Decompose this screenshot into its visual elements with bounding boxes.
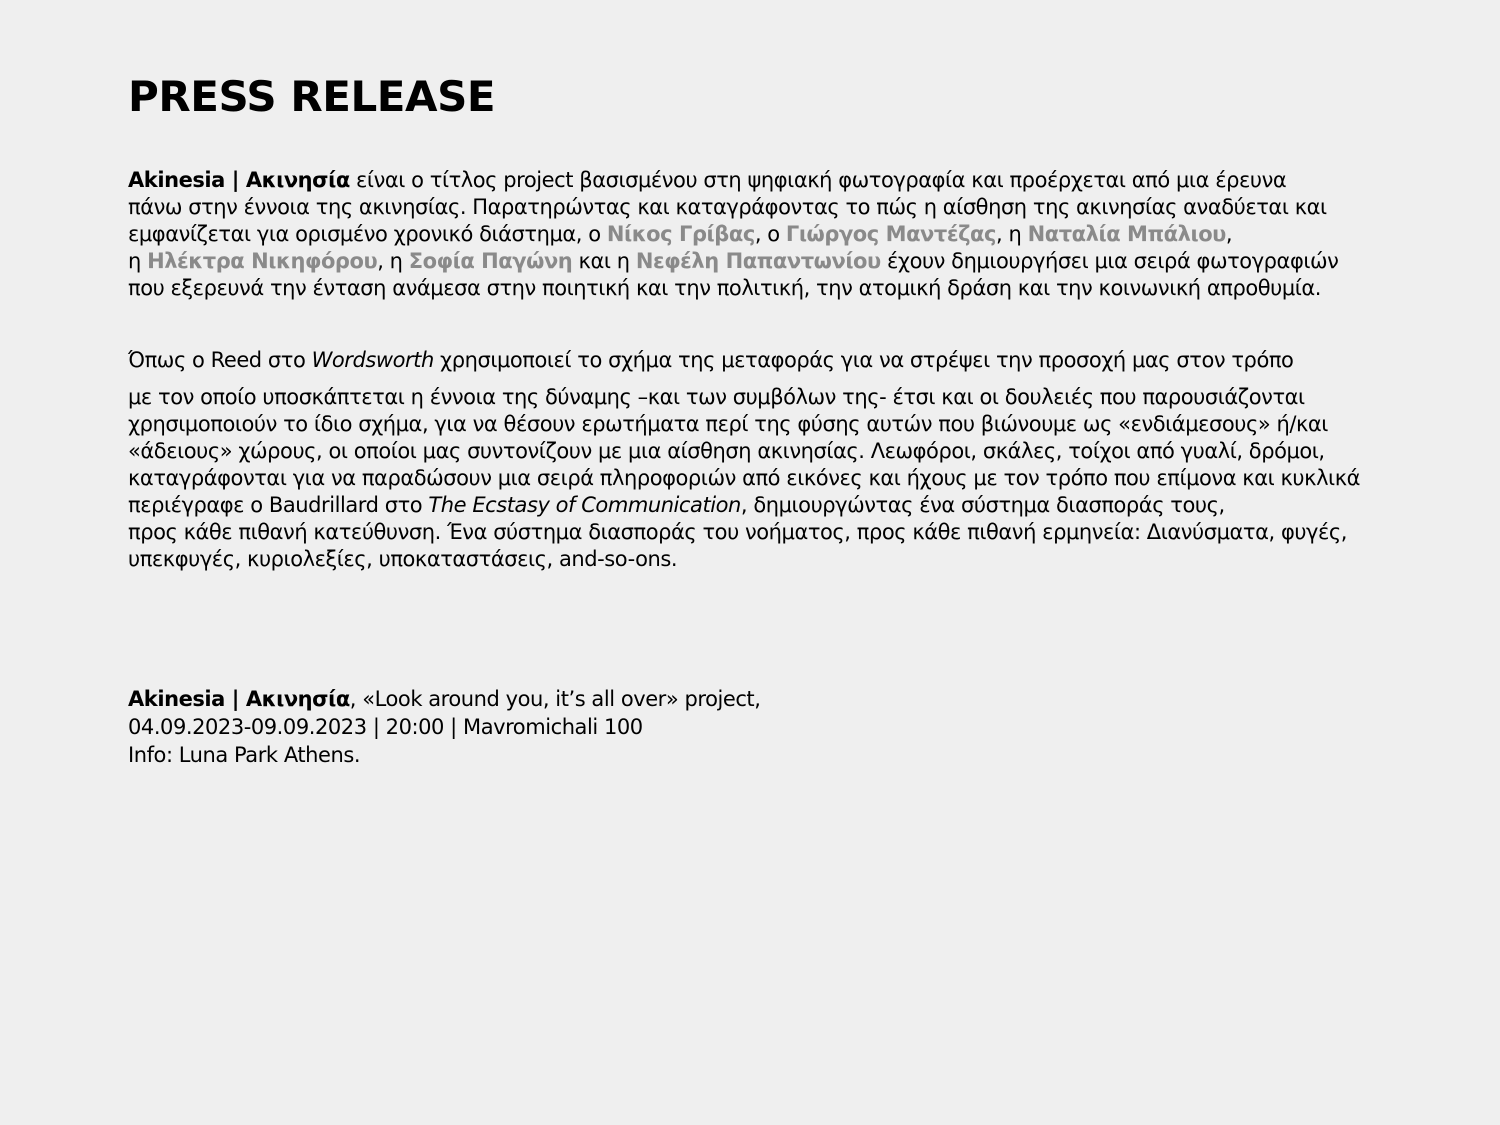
body-line-2: με τον οποίο υποσκάπτεται η έννοια της δύναμης –και των συμβόλων της- έτσι και οι δουλειές που παρουσιάζονται <box>128 385 1305 409</box>
artist-name: Ναταλία Μπάλιου <box>1027 222 1226 246</box>
project-title: Akinesia | Ακινησία <box>128 168 350 192</box>
artist-name: Γιώργος Μαντέζας <box>785 222 997 246</box>
intro-text: η <box>128 249 148 273</box>
intro-text: και η <box>572 249 636 273</box>
artist-name: Ηλέκτρα Νικηφόρου <box>147 249 378 273</box>
artist-name: Σοφία Παγώνη <box>408 249 573 273</box>
intro-line-2: πάνω στην έννοια της ακινησίας. Παρατηρώντας και καταγράφοντας το πώς η αίσθηση της ακινησίας αναδύεται και <box>128 195 1327 219</box>
body-paragraph <box>128 347 1368 573</box>
intro-line-3 <box>128 221 1368 248</box>
event-dates: 04.09.2023-09.09.2023 | 20:00 | Mavromichali 100 <box>128 715 643 739</box>
body-line-5: καταγράφονται για να παραδώσουν μια σειρά πληροφοριών από εικόνες και ήχους με τον τρόπο που επίμονα και κυκλικά <box>128 466 1361 490</box>
artist-name: Νίκος Γρίβας <box>606 222 755 246</box>
body-line-4: «άδειους» χώρους, οι οποίοι μας συντονίζουν με μια αίσθηση ακινησίας. Λεωφόροι, σκάλες, τοίχοι από γυαλί, δρόμοι, <box>128 439 1325 463</box>
body-line-7: προς κάθε πιθανή κατεύθυνση. Ένα σύστημα διασποράς του νοήματος, προς κάθε πιθανή ερμηνεία: Διανύσματα, φυγές, <box>128 520 1348 544</box>
event-contact: Info: Luna Park Athens. <box>128 743 361 767</box>
body-line-3: χρησιμοποιούν το ίδιο σχήμα, για να θέσουν ερωτήματα περί της φύσης αυτών που βιώνουμε ως «ενδιάμεσους» ή/και <box>128 412 1328 436</box>
body-line-8: υπεκφυγές, κυριολεξίες, υποκαταστάσεις, and-so-ons. <box>128 547 678 571</box>
book-title: Wordsworth <box>311 348 434 372</box>
body-text: περιέγραφε ο Baudrillard στο <box>128 493 429 517</box>
event-title-line <box>128 685 1368 713</box>
page-title: PRESS RELEASE <box>128 72 496 121</box>
body-text: , δημιουργώντας ένα σύστημα διασποράς τους, <box>740 493 1225 517</box>
event-info <box>128 685 1368 769</box>
body-text: χρησιμοποιεί το σχήμα της μεταφοράς για να στρέψει την προσοχή μας στον τρόπο <box>433 348 1294 372</box>
intro-text: , ο <box>754 222 786 246</box>
intro-line-4 <box>128 248 1368 275</box>
intro-line-5: που εξερευνά την ένταση ανάμεσα στην ποιητική και την πολιτική, την ατομική δράση και την κοινωνική απροθυμία. <box>128 276 1322 300</box>
body-text: Όπως ο Reed στο <box>128 348 312 372</box>
press-release-document <box>128 72 1368 767</box>
body-line-6 <box>128 492 1368 519</box>
event-subtitle: , «Look around you, it’s all over» project, <box>349 687 761 711</box>
book-title: The Ecstasy of Communication <box>428 493 741 517</box>
intro-text: , <box>1225 222 1233 246</box>
intro-text: , η <box>996 222 1028 246</box>
intro-text: εμφανίζεται για ορισμένο χρονικό διάστημα, ο <box>128 222 607 246</box>
body-line-1 <box>128 347 1368 374</box>
intro-text: είναι ο τίτλος project βασισμένου στη ψηφιακή φωτογραφία και προέρχεται από μια έρευνα <box>349 168 1287 192</box>
intro-text: , η <box>377 249 409 273</box>
intro-text: έχουν δημιουργήσει μια σειρά φωτογραφιών <box>880 249 1339 273</box>
artist-name: Νεφέλη Παπαντωνίου <box>635 249 881 273</box>
intro-line-1 <box>128 167 1368 194</box>
intro-paragraph <box>128 167 1368 302</box>
event-title: Akinesia | Ακινησία <box>128 687 350 711</box>
